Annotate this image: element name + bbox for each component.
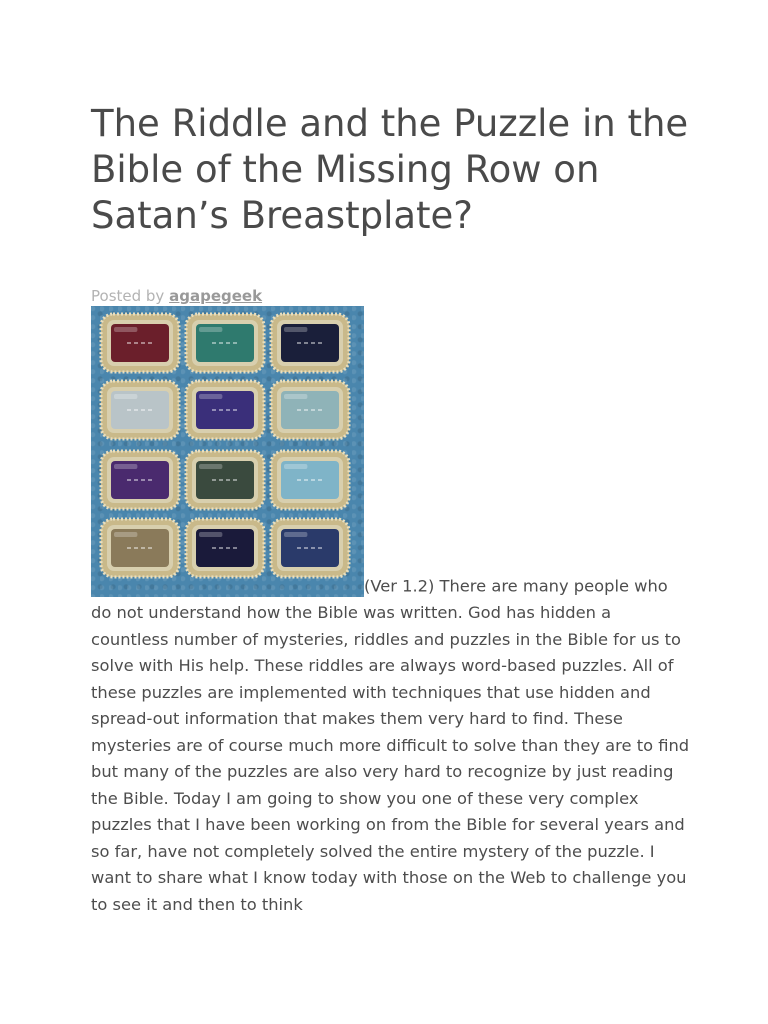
byline <box>91 286 262 306</box>
gemstone <box>101 314 179 372</box>
gemstone <box>186 314 264 372</box>
article-body <box>91 306 691 918</box>
gemstone <box>271 519 349 577</box>
gemstone <box>271 314 349 372</box>
gemstone <box>186 519 264 577</box>
gemstone <box>101 519 179 577</box>
gemstone <box>101 451 179 509</box>
breastplate-image <box>91 306 364 597</box>
byline-prefix: Posted by <box>91 287 165 305</box>
article-body-text: (Ver 1.2) There are many people who do not understand how the Bible was written. God has hidden a countless number of mysteries, riddles and puzzles in the Bible for us to solve with His help. These riddles are always word-based puzzles. All of these puzzles are implemented with techniques that use hidden and spread-out information that makes them very hard to find. These mysteries are of course much more difficult to solve than they are to find but many of the puzzles are also very hard to recognize by just reading the Bible. Today I am going to show you one of these very complex puzzles that I have been working on from the Bible for several years and so far, have not completely solved the entire mystery of the puzzle. I want to share what I know today with those on the Web to challenge you to see it and then to think <box>91 576 690 914</box>
author-link[interactable]: agapegeek <box>169 287 263 305</box>
gemstone <box>186 451 264 509</box>
article-title: The Riddle and the Puzzle in the Bible of the Missing Row on Satan’s Breastplate? <box>91 102 689 237</box>
gemstone <box>101 381 179 439</box>
gemstone <box>271 451 349 509</box>
breastplate-stones-graphic <box>91 306 364 597</box>
gemstone <box>186 381 264 439</box>
gemstone <box>271 381 349 439</box>
